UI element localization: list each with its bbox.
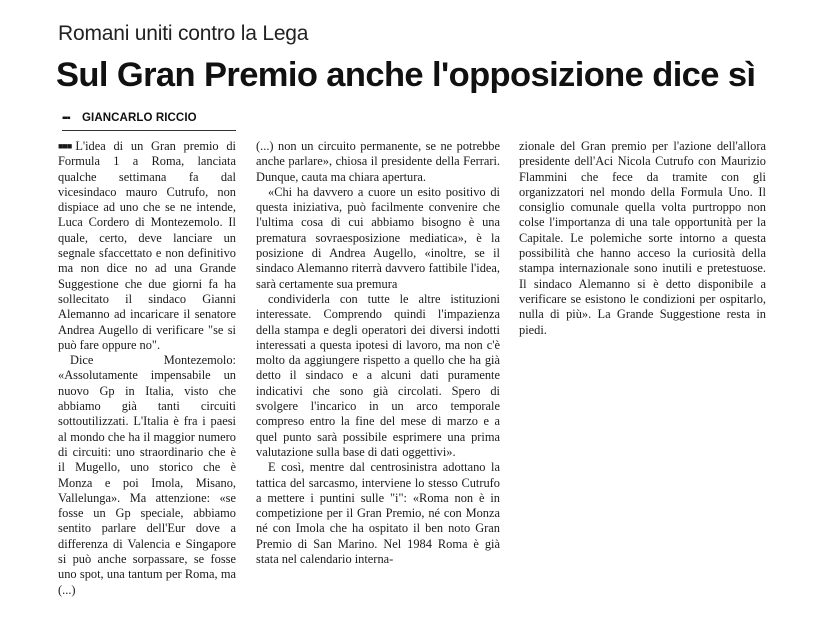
paragraph-text: L'idea di un Gran premio di Formula 1 a Roma, lanciata qualche settimana fa dal vicesindaco mauro Cutrufo, non dispiace ad uno che se ne intende, Luca Cordero di Montezemolo. Il quale, certo, deve lanciare un segnale sfaccettato e non definitivo ma non dice no ad una Grande Suggestione che due giorni fa ha sollecitato il sindaco Gianni Alemanno ad incaricare il senatore Andrea Augello di verificare "se si può fare oppure no". bbox=[58, 139, 236, 352]
paragraph: zionale del Gran premio per l'azione dell'allora presidente dell'Aci Nicola Cutrufo con Maurizio Flammini che fece da tramite con gli organizzatori nel mondo della Formula Uno. Il consiglio comunale quella volta purtroppo non colse l'importanza di una tale opportunità per la Capitale. Le polemiche sorte intorno a questa possibilità che hanno acceso la curiosità della stampa internazionale sono inutili e pretestuose. Il sindaco Alemanno si è detto disponibile a verificare se esistono le condizioni per ospitarlo, nulla di più». La Grande Suggestione resta in piedi. bbox=[519, 139, 766, 337]
paragraph: E così, mentre dal centrosinistra adottano la tattica del sarcasmo, interviene lo stesso Cutrufo a mettere i puntini sulle "i": «Roma non è in competizione per il Gran Premio, né con Monza né con Imola che ha ospitato il ben noto Gran Premio di San Marino. Nel 1984 Roma è già stata nel calendario interna- bbox=[256, 460, 500, 567]
paragraph: condividerla con tutte le altre istituzioni interessate. Comprendo quindi l'impazienza della stampa e degli operatori dei diversi indotti interessati a questa ipotesi di lavoro, ma non c'è molto da aggiungere rispetto a quello che ha già detto il sindaco e a alcuni dati puramente indicativi che sono già circolati. Spero di svolgere l'incarico in un arco temporale compreso entro la fine del mese di marzo e a quel punto sarà possibile esprimere una prima valutazione sulla base di dati oggettivi». bbox=[256, 291, 500, 459]
paragraph bbox=[58, 139, 236, 353]
byline bbox=[62, 112, 236, 131]
author-name: GIANCARLO RICCIO bbox=[82, 112, 197, 124]
paragraph: (...) non un circuito permanente, se ne potrebbe anche parlare», chiosa il presidente della Ferrari. Dunque, cauta ma chiara apertura. bbox=[256, 139, 500, 184]
lead-marker-icon: ■■■ bbox=[58, 141, 72, 151]
byline-marker-icon: ▪▪▪ bbox=[62, 113, 70, 124]
article-column-3 bbox=[519, 139, 766, 338]
paragraph: Dice Montezemolo: «Assolutamente impensabile un nuovo Gp in Italia, visto che abbiamo già tanti circuiti sottoutilizzati. L'Italia è fra i paesi al mondo che ha il maggior numero di circuiti: uno straordinario che è il Mugello, uno storico che è Monza e poi Imola, Misano, Vallelunga». Ma attenzione: «se fosse un Gp speciale, abbiamo sentito parlare dell'Eur dove a differenza di Valencia e Singapore si può anche sorpassare, se fosse uno spot, una tantum per Roma, ma (...) bbox=[58, 353, 236, 597]
paragraph: «Chi ha davvero a cuore un esito positivo di questa iniziativa, può facilmente convenire che l'ultima cosa di cui abbiamo bisogno è una prematura sovraesposizione mediatica», è la posizione di Andrea Augello, «inoltre, se il sindaco Alemanno riterrà davvero fattibile l'idea, sarà certamente sua premura bbox=[256, 184, 500, 291]
article-kicker: Romani uniti contro la Lega bbox=[58, 22, 309, 45]
article-column-1 bbox=[58, 139, 236, 598]
article-headline: Sul Gran Premio anche l'opposizione dice sì bbox=[56, 56, 756, 94]
article-column-2 bbox=[256, 139, 500, 567]
